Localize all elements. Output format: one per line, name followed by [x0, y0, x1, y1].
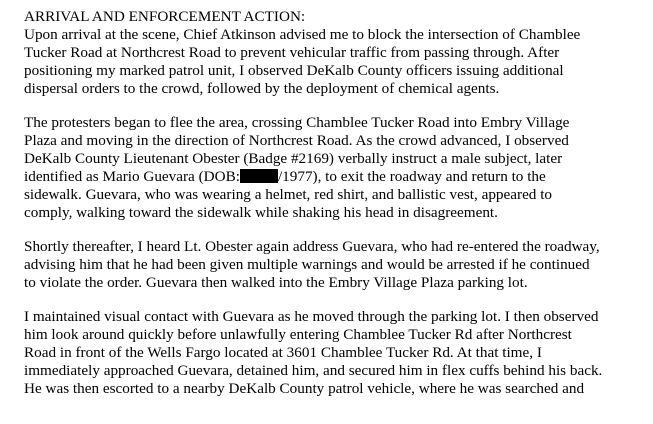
paragraph-line: DeKalb County Lieutenant Obester (Badge #2169) verbally instruct a male subject, later	[24, 150, 563, 167]
paragraph-line: him look around quickly before unlawfully entering Chamblee Tucker Rd after Northcrest	[24, 326, 572, 343]
paragraph-gap	[24, 98, 649, 114]
paragraph-line: Plaza and moving in the direction of Northcrest Road. As the crowd advanced, I observed	[24, 132, 569, 149]
paragraph-gap	[24, 222, 649, 238]
redaction-box	[240, 169, 278, 183]
paragraph-warning	[24, 238, 649, 292]
paragraph-gap	[24, 292, 649, 308]
paragraph-arrest	[24, 308, 649, 398]
paragraph-line: immediately approached Guevara, detained him, and secured him in flex cuffs behind his back.	[24, 362, 603, 379]
paragraph-line: Shortly thereafter, I heard Lt. Obester again address Guevara, who had re-entered the roadway,	[24, 238, 600, 255]
paragraph-line: Upon arrival at the scene, Chief Atkinson advised me to block the intersection of Chamblee	[24, 26, 581, 43]
paragraph-protesters	[24, 114, 649, 222]
paragraph-line: I maintained visual contact with Guevara as he moved through the parking lot. I then observed	[24, 308, 599, 325]
paragraph-line: dispersal orders to the crowd, followed by the deployment of chemical agents.	[24, 80, 500, 97]
section-heading: ARRIVAL AND ENFORCEMENT ACTION:	[24, 8, 306, 25]
paragraph-line: He was then escorted to a nearby DeKalb County patrol vehicle, where he was searched and	[24, 380, 585, 397]
paragraph-line: comply, walking toward the sidewalk while shaking his head in disagreement.	[24, 204, 498, 221]
report-document	[24, 8, 649, 398]
paragraph-arrival	[24, 26, 649, 98]
paragraph-line: The protesters began to flee the area, crossing Chamblee Tucker Road into Embry Village	[24, 114, 570, 131]
paragraph-line: sidewalk. Guevara, who was wearing a helmet, red shirt, and ballistic vest, appeared to	[24, 186, 553, 203]
dob-prefix-text: identified as Mario Guevara (DOB:	[24, 168, 240, 185]
dob-suffix-text: /1977), to exit the roadway and return to the	[277, 168, 546, 185]
paragraph-line: Road in front of the Wells Fargo located at 3601 Chamblee Tucker Rd. At that time, I	[24, 344, 542, 361]
paragraph-line: advising him that he had been given multiple warnings and would be arrested if he continued	[24, 256, 590, 273]
paragraph-line-with-redaction	[24, 168, 649, 186]
paragraph-line: Tucker Road at Northcrest Road to prevent vehicular traffic from passing through. After	[24, 44, 560, 61]
paragraph-line: positioning my marked patrol unit, I observed DeKalb County officers issuing additional	[24, 62, 564, 79]
paragraph-line: to violate the order. Guevara then walked into the Embry Village Plaza parking lot.	[24, 274, 528, 291]
